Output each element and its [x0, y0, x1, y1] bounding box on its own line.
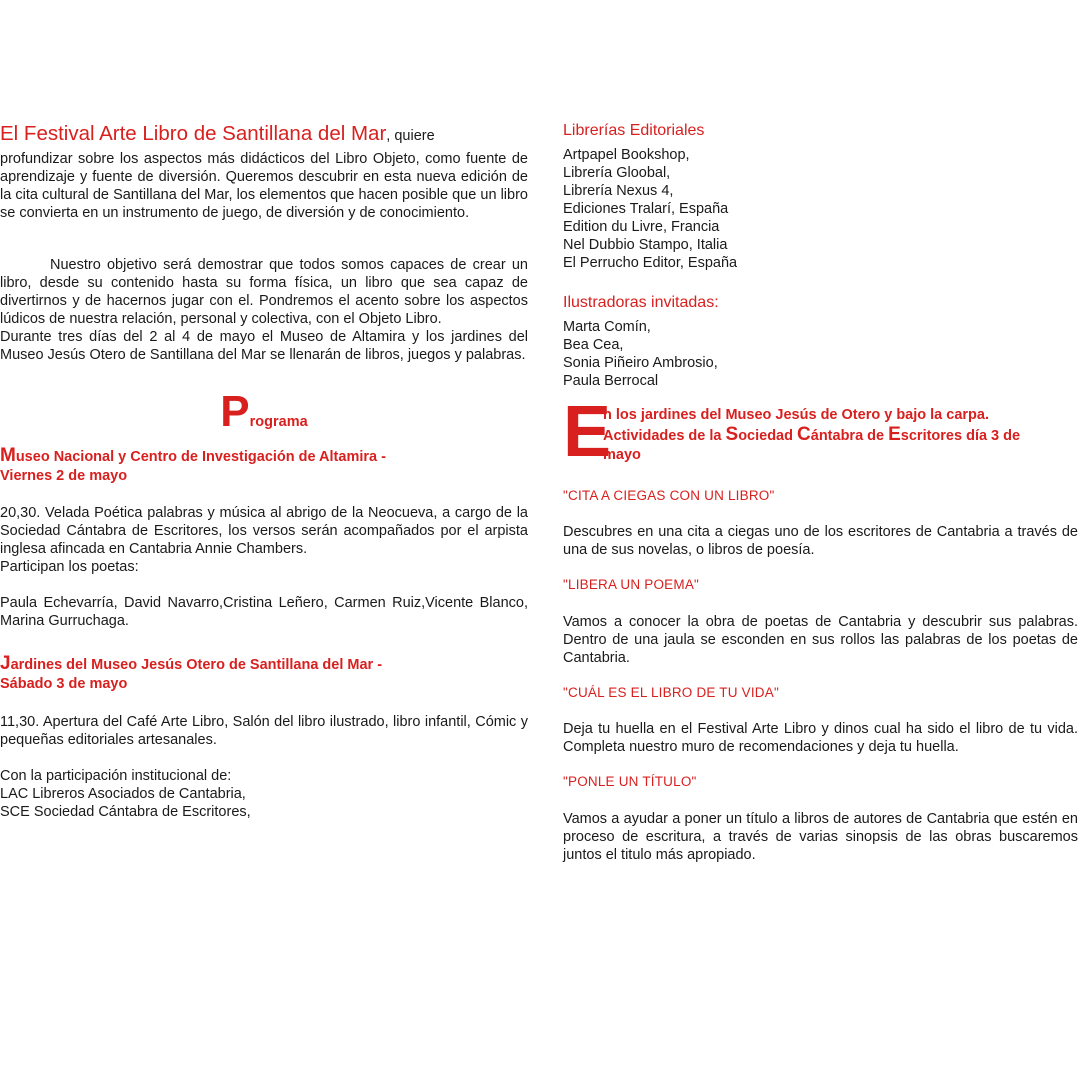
line2-part: scritores día 3 de [900, 428, 1021, 444]
list-item: Ediciones Tralarí, España [563, 201, 729, 217]
line2-part: ociedad [738, 428, 798, 444]
editoriales-word: ditoriales [640, 122, 705, 139]
list-item: Paula Berrocal [563, 373, 659, 389]
list-item: Librería Gloobal, [563, 165, 671, 181]
altamira-initial: M [0, 445, 16, 466]
activity-text: Vamos a conocer la obra de poetas de Cantabria y descubrir sus palabras. Dentro de una jaula se esconden en sus rollos las palabras de los poetas de Cantabria. [563, 614, 1078, 666]
programa-heading [0, 387, 528, 436]
librerias-initial: L [563, 122, 572, 139]
institutional-block [0, 767, 528, 821]
list-item: Sonia Piñeiro Ambrosio, [563, 355, 718, 371]
programa-rest: rograma [249, 414, 308, 430]
jardines-line1: ardines del Museo Jesús Otero de Santillana del Mar - [10, 657, 383, 673]
ilustradoras-initial: I [563, 294, 568, 311]
jardines-date: Sábado 3 de mayo [0, 676, 128, 692]
line2-initial: S [725, 424, 739, 445]
ilustradoras-heading [563, 294, 1078, 312]
jardines-drop-cap: E [563, 392, 612, 472]
list-item: Edition du Livre, Francia [563, 219, 720, 235]
intro-paragraph-3: Durante tres días del 2 al 4 de mayo el Museo de Altamira y los jardines del Museo Jesús Otero de Santillana del Mar se llenarán de libros, juegos y palabras. [0, 329, 528, 363]
institutional-item: SCE Sociedad Cántabra de Escritores, [0, 804, 251, 820]
ilustradoras-list [563, 318, 1078, 390]
jardines-event: 11,30. Apertura del Café Arte Libro, Salón del libro ilustrado, libro infantil, Cómic y pequeñas editoriales artesanales. [0, 714, 528, 748]
ilustradoras-word: lustradoras invitadas: [567, 294, 719, 311]
festival-title [0, 122, 435, 146]
jardines-initial: J [0, 653, 11, 674]
activity-title: "LIBERA UN POEMA" [563, 577, 700, 592]
line2-initial: C [797, 424, 811, 445]
librerias-heading [563, 122, 1078, 140]
intro-paragraph-1: profundizar sobre los aspectos más didácticos del Libro Objeto, como fuente de aprendizaje y fuente de diversión. Queremos descubrir en esta nueva edición de la cita cultural de Santillana del Mar, los elementos que hacen posible que un libro se convierta en un instrumento de juego, de diversión y de conocimiento. [0, 151, 528, 221]
line2-part: Actividades de la [603, 428, 726, 444]
librerias-list [563, 146, 1078, 272]
institutional-item: LAC Libreros Asociados de Cantabria, [0, 786, 246, 802]
altamira-poets: Paula Echevarría, David Navarro,Cristina Leñero, Carmen Ruiz,Vicente Blanco, Marina Gurruchaga. [0, 595, 528, 629]
programa-initial: P [220, 387, 250, 436]
altamira-event: 20,30. Velada Poética palabras y música al abrigo de la Neocueva, a cargo de la Sociedad Cántabra de Escritores, los versos serán acompañados por el arpista inglesa afincada en Cantabria Annie Chambers. [0, 505, 528, 557]
jardines-carpa-line2 [603, 425, 1076, 446]
list-item: El Perrucho Editor, España [563, 255, 738, 271]
line2-initial: E [888, 424, 901, 445]
list-item: Marta Comín, [563, 319, 651, 335]
activity-text: Descubres en una cita a ciegas uno de los escritores de Cantabria a través de una de sus novelas, o libros de poesía. [563, 524, 1078, 558]
altamira-heading [0, 446, 528, 486]
festival-title-text: El Festival Arte Libro de Santillana del Mar [0, 122, 387, 145]
jardines-carpa-heading [603, 406, 1076, 465]
list-item: Nel Dubbio Stampo, Italia [563, 237, 728, 253]
librerias-word: ibrerías [571, 122, 630, 139]
editoriales-initial: E [629, 122, 641, 139]
altamira-line1: useo Nacional y Centro de Investigación de Altamira - [15, 449, 386, 465]
activity-text: Vamos a ayudar a poner un título a libros de autores de Cantabria que estén en proceso de escritura, a través de varias sinopsis de las obras buscaremos juntos el titulo más apropiado. [563, 811, 1078, 863]
list-item: Artpapel Bookshop, [563, 147, 690, 163]
activity-title: "CUÁL ES EL LIBRO DE TU VIDA" [563, 685, 779, 700]
altamira-date: Viernes 2 de mayo [0, 468, 128, 484]
list-item: Bea Cea, [563, 337, 624, 353]
activity-text: Deja tu huella en el Festival Arte Libro y dinos cual ha sido el libro de tu vida. Completa nuestro muro de recomendaciones y deja tu huella. [563, 721, 1078, 755]
activity-title: "CITA A CIEGAS CON UN LIBRO" [563, 488, 775, 503]
festival-title-suffix: , quiere [386, 128, 435, 144]
intro-paragraph-2: Nuestro objetivo será demostrar que todos somos capaces de crear un libro, desde su contenido hasta su forma física, un libro que sea capaz de divertirnos y de hacernos jugar con el. Pondremos el acento sobre los aspectos lúdicos de nuestra relación, personal y colectiva, con el Objeto Libro. [0, 257, 528, 327]
altamira-participan: Participan los poetas: [0, 559, 139, 575]
list-item: Librería Nexus 4, [563, 183, 674, 199]
activity-title: "PONLE UN TÍTULO" [563, 774, 697, 789]
jardines-carpa-line1: n los jardines del Museo Jesús de Otero y bajo la carpa. [603, 407, 989, 423]
jardines-heading [0, 654, 528, 694]
line2-part: ántabra de [810, 428, 889, 444]
jardines-carpa-line3: mayo [603, 447, 641, 463]
institutional-title: Con la participación institucional de: [0, 768, 232, 784]
